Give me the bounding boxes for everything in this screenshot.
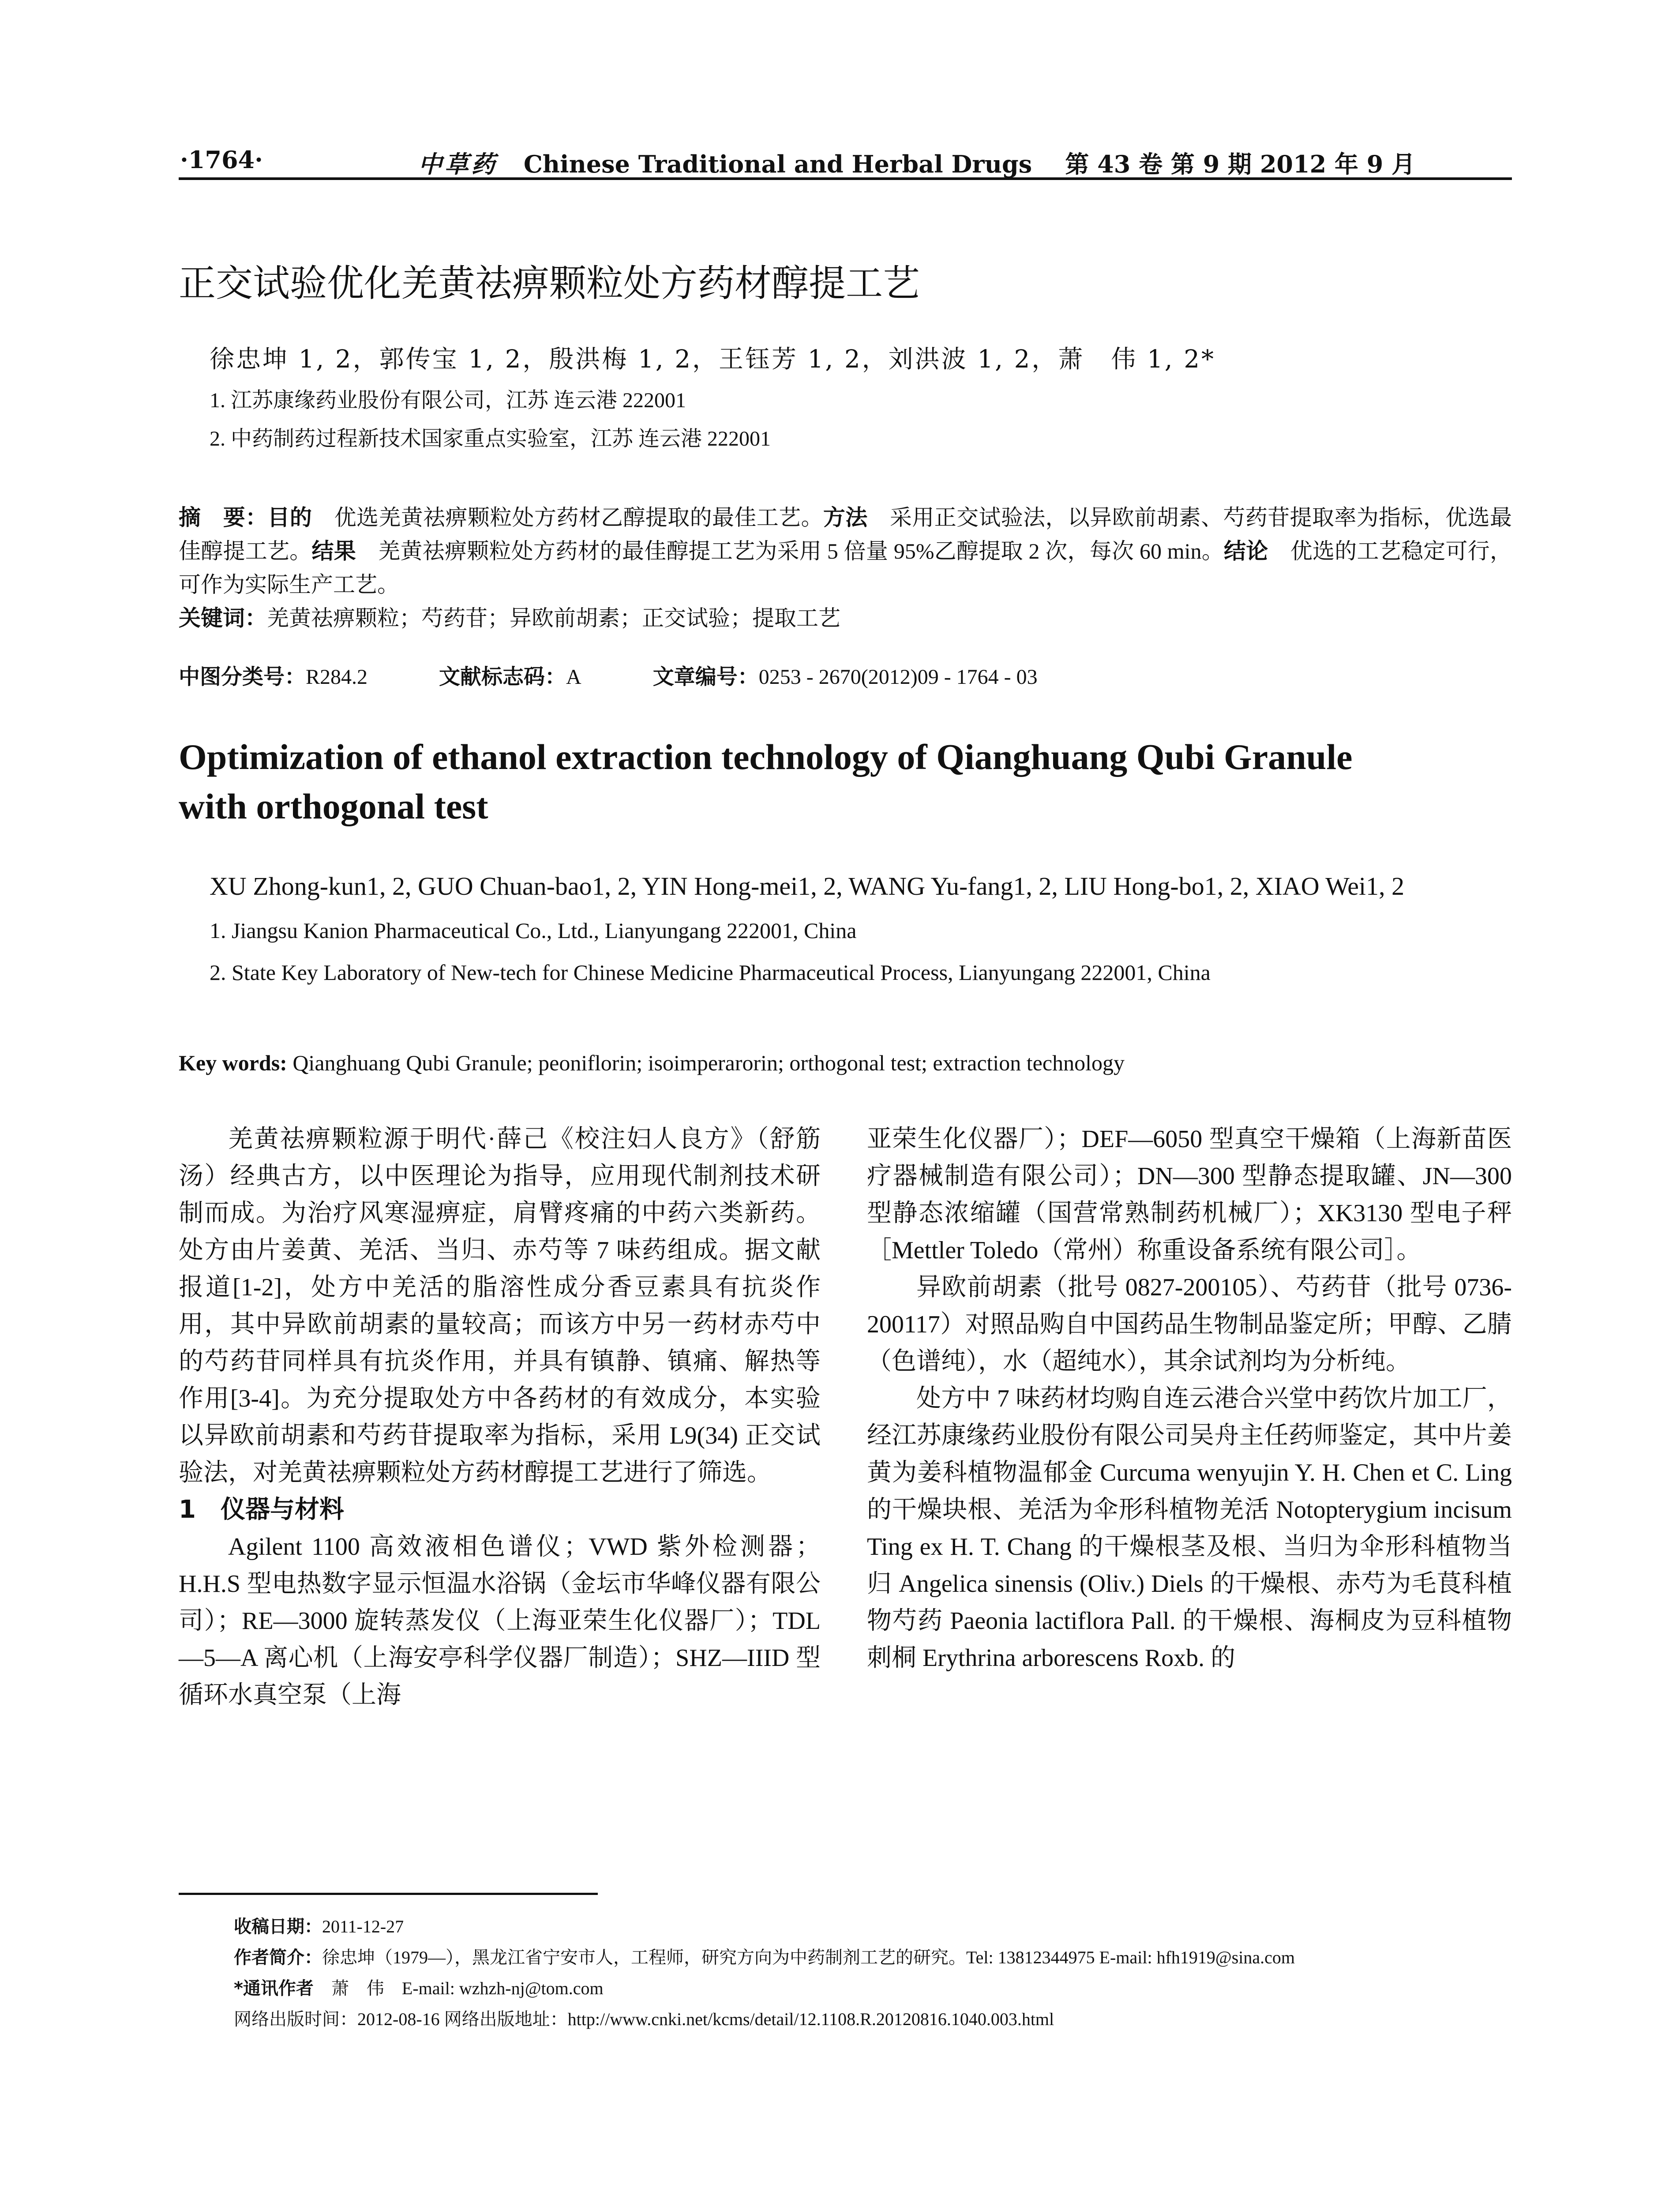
abstract-methods-label: 方法 — [823, 505, 868, 530]
issue-info: 第 43 卷 第 9 期 2012 年 9 月 — [1065, 150, 1416, 178]
affiliation-en-2: 2. State Key Laboratory of New-tech for Chinese Medicine Pharmaceutical Process, Lianyungang 222001, China — [210, 960, 1211, 985]
abstract-results: 羌黄祛痹颗粒处方药材的最佳醇提工艺为采用 5 倍量 95%乙醇提取 2 次，每次 60 min。 — [356, 539, 1224, 563]
affiliation-cn-2: 2. 中药制药过程新技术国家重点实验室，江苏 连云港 222001 — [210, 427, 771, 450]
reference-standards-paragraph: 异欧前胡素（批号 0827-200105）、芍药苷（批号 0736-200117）对照品购自中国药品生物制品鉴定所；甲醇、乙腈（色谱纯），水（超纯水），其余试剂均为分析纯。 — [867, 1274, 1512, 1375]
instruments-continued: 亚荣生化仪器厂）；DEF—6050 型真空干燥箱（上海新苗医疗器械制造有限公司）；DN—300 型静态提取罐、JN—300 型静态浓缩罐（国营常熟制药机械厂）；XK3130 型电子秤［Mettler Toledo（常州）称重设备系统有限公司］。 — [867, 1126, 1512, 1264]
abstract — [179, 501, 1512, 635]
journal-name-en: Chinese Traditional and Herbal Drugs — [523, 150, 1032, 178]
bio-text: 徐忠坤（1979—），黑龙江省宁安市人，工程师，研究方向为中药制剂工艺的研究。Tel: 13812344975 E-mail: hfh1919@sina.com — [322, 1947, 1295, 1967]
intro-paragraph: 羌黄祛痹颗粒源于明代·薛己《校注妇人良方》（舒筋汤）经典古方，以中医理论为指导，应用现代制剂技术研制而成。为治疗风寒湿痹症，肩臂疼痛的中药六类新药。处方由片姜黄、羌活、当归、赤芍等 7 味药组成。据文献报道[1-2]，处方中羌活的脂溶性成分香豆素具有抗炎作用，其中异欧前胡素的量较高；而该方中另一药材赤芍中的芍药苷同样具有抗炎作用，并具有镇静、镇痛、解热等作用[3-4]。为充分提取处方中各药材的有效成分，本实验以异欧前胡素和芍药苷提取率为指标，采用 L9(34) 正交试验法，对羌黄祛痹颗粒处方药材醇提工艺进行了筛选。 — [179, 1126, 821, 1486]
keywords-cn: 羌黄祛痹颗粒；芍药苷；异欧前胡素；正交试验；提取工艺 — [267, 606, 840, 630]
article-number-value: 0253 - 2670(2012)09 - 1764 - 03 — [758, 665, 1038, 689]
corresponding-label: *通讯作者 — [234, 1978, 314, 1999]
authors-cn: 徐忠坤 1, 2，郭传宝 1, 2，殷洪梅 1, 2，王钰芳 1, 2，刘洪波 1, 2，萧 伟 1, 2* — [210, 345, 1215, 374]
abstract-conclusion-label: 结论 — [1224, 538, 1268, 564]
clc-value: R284.2 — [306, 665, 368, 689]
materials-paragraph: 处方中 7 味药材均购自连云港合兴堂中药饮片加工厂，经江苏康缘药业股份有限公司吴舟主任药师鉴定，其中片姜黄为姜科植物温郁金 Curcuma wenyujin Y. H. Chen et C. Ling 的干燥块根、羌活为伞形科植物羌活 Notopterygium incisum Ting ex H. T. Chang 的干燥根茎及根、当归为伞形科植物当归 Angelica sinensis (Oliv.) Diels 的干燥根、赤芍为毛茛科植物芍药 Paeonia lactiflora Pall. 的干燥根、海桐皮为豆科植物刺桐 Erythrina arborescens Roxb. 的 — [867, 1385, 1512, 1672]
journal-name-cn: 中草药 — [418, 150, 498, 178]
title-cn: 正交试验优化羌黄祛痹颗粒处方药材醇提工艺 — [179, 262, 920, 305]
body-column-right — [867, 1121, 1512, 1677]
doc-code-label: 文献标志码： — [439, 664, 566, 689]
footnote-online: 网络出版时间：2012-08-16 网络出版地址：http://www.cnki.net/kcms/detail/12.1108.R.20120816.1040.003.html — [234, 2009, 1054, 2029]
classification-line — [179, 660, 1038, 690]
bio-label: 作者简介： — [234, 1947, 322, 1968]
abstract-label: 摘 要： — [179, 505, 268, 530]
header-rule — [179, 177, 1512, 180]
footnote-rule — [179, 1893, 598, 1895]
title-en — [179, 732, 1512, 831]
page-number: ·1764· — [180, 146, 263, 174]
instruments-paragraph: Agilent 1100 高效液相色谱仪；VWD 紫外检测器；H.H.S 型电热数字显示恒温水浴锅（金坛市华峰仪器有限公司）；RE—3000 旋转蒸发仪（上海亚荣生化仪器厂）；TDL—5—A 离心机（上海安亭科学仪器厂制造）；SHZ—IIID 型循环水真空泵（上海 — [179, 1533, 821, 1709]
abstract-objective: 优选羌黄祛痹颗粒处方药材乙醇提取的最佳工艺。 — [312, 505, 823, 530]
title-en-line-2: with orthogonal test — [179, 786, 488, 826]
abstract-objective-label: 目的 — [267, 505, 312, 530]
keywords-en — [179, 1050, 1125, 1076]
keywords-en-label: Key words: — [179, 1050, 287, 1075]
affiliation-cn-1: 1. 江苏康缘药业股份有限公司，江苏 连云港 222001 — [210, 389, 686, 412]
doc-code-value: A — [566, 665, 581, 689]
authors-en: XU Zhong-kun1, 2, GUO Chuan-bao1, 2, YIN Hong-mei1, 2, WANG Yu-fang1, 2, LIU Hong-bo1, 2, XIAO Wei1, 2 — [210, 872, 1405, 900]
keywords-en-text: Qianghuang Qubi Granule; peoniflorin; isoimperarorin; orthogonal test; extraction technology — [287, 1050, 1125, 1075]
keywords-cn-label: 关键词： — [179, 605, 267, 631]
received-date: 2011-12-27 — [322, 1917, 404, 1936]
abstract-conclusion: 优选的工艺稳定可行，可作为实际生产工艺。 — [179, 539, 1512, 597]
abstract-methods: 采用正交试验法，以异欧前胡素、芍药苷提取率为指标，优选最佳醇提工艺。 — [179, 505, 1512, 563]
running-header — [180, 146, 1500, 176]
body-column-left — [179, 1121, 821, 1714]
article-number-label: 文章编号： — [652, 664, 759, 689]
title-en-line-1: Optimization of ethanol extraction technology of Qianghuang Qubi Granule — [179, 737, 1353, 777]
footnote-received — [234, 1913, 404, 1938]
footnote-corresponding — [234, 1974, 604, 2000]
footnote-author-bio — [234, 1943, 1295, 1969]
clc-label: 中图分类号： — [179, 664, 306, 689]
journal-info — [418, 146, 1415, 180]
affiliation-en-1: 1. Jiangsu Kanion Pharmaceutical Co., Ltd., Lianyungang 222001, China — [210, 918, 857, 943]
received-label: 收稿日期： — [234, 1917, 322, 1937]
section-heading-1: 1 仪器与材料 — [179, 1495, 344, 1524]
corresponding-text: 萧 伟 E-mail: wzhzh-nj@tom.com — [313, 1978, 604, 1998]
abstract-results-label: 结果 — [311, 538, 356, 564]
